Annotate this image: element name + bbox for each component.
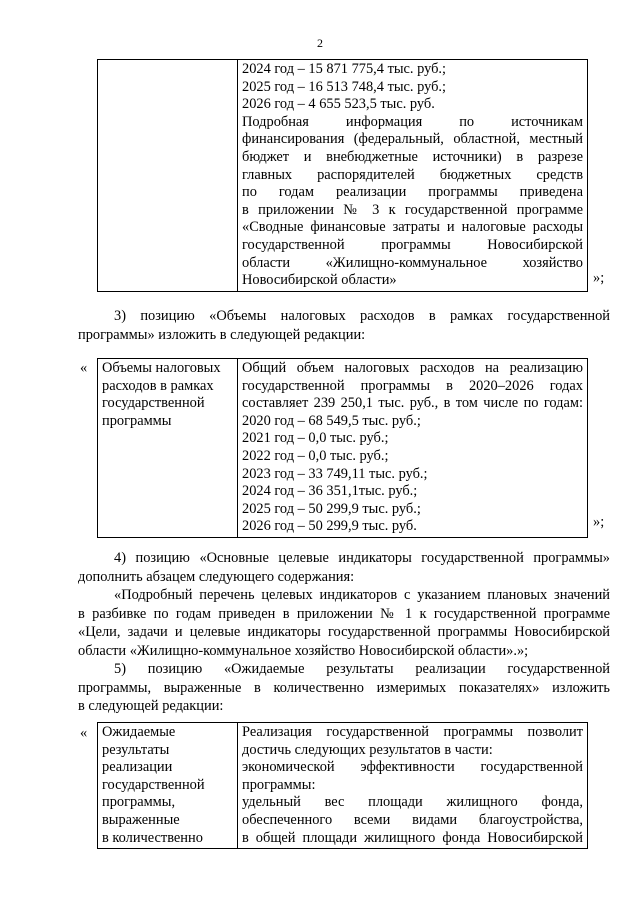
paragraph-4-line: дополнить абзацем следующего содержания: [78,568,355,585]
table3-open-quote: « [80,725,88,741]
expected-results-text-line: экономической эффективности государственной [242,759,583,776]
tax-expenses-label-line: государственной [102,395,205,412]
tax-expenses-year-2021: 2021 год – 0,0 тыс. руб.; [242,430,389,447]
expected-results-label-line: реализации [102,759,173,776]
paragraph-5-line: программы, выраженные в количественно измеримых показателях» изложить [78,679,610,696]
financing-left-cell [98,60,238,292]
expected-results-text-line: Реализация государственной программы позволит [242,724,583,740]
expected-results-label-line: Ожидаемые [102,724,176,740]
financing-text-line: бюджет и внебюджетные источники) в разрезе [242,148,583,165]
financing-text-line: по годам реализации программы приведена [242,184,583,201]
expected-results-label-line: программы, [102,794,176,811]
page-number: 2 [317,36,323,50]
tax-expenses-left-cell [98,359,238,538]
expected-results-label-line: государственной [102,776,205,793]
expected-results-label-line: в количественно [102,829,203,846]
expected-results-label-line: выраженные [102,811,180,828]
table1-closing-quote: »; [593,270,605,286]
expected-results-text-line: программы: [242,776,316,793]
paragraph-4-quote-line: «Цели, задачи и целевые индикаторы государственной программы Новосибирской [78,624,610,640]
table2-closing-quote: »; [593,514,605,530]
paragraph-5-line: 5) позицию «Ожидаемые результаты реализации государственной [114,661,610,677]
tax-expenses-text-line: составляет 239 250,1 тыс. руб., в том числе по годам: [242,395,583,412]
financing-text-last: Новосибирской области» [242,272,397,289]
financing-text-line: в приложении № 3 к государственной программе [242,201,583,218]
paragraph-4 [78,549,610,660]
paragraph-5-line: в следующей редакции: [78,698,224,714]
financing-text-line: государственной программы Новосибирской [242,236,583,253]
paragraph-4-line: 4) позицию «Основные целевые индикаторы государственной программы» [114,550,610,566]
tax-expenses-year-2022: 2022 год – 0,0 тыс. руб.; [242,447,389,464]
tax-expenses-year-2020: 2020 год – 68 549,5 тыс. руб.; [242,412,421,429]
financing-year-2024: 2024 год – 15 871 775,4 тыс. руб.; [242,61,447,77]
tax-expenses-text-line: Общий объем налоговых расходов на реализацию [242,360,583,376]
expected-results-right-cell [238,723,588,849]
expected-results-table [97,722,588,849]
financing-table [97,59,588,292]
paragraph-5 [78,660,610,716]
paragraph-3-line: 3) позицию «Объемы налоговых расходов в рамках государственной [114,308,610,324]
financing-text-line: главных распорядителей бюджетных средств [242,166,583,183]
expected-results-text-line: удельный вес площади жилищного фонда, [242,794,583,811]
tax-expenses-text-line: государственной программы в 2020–2026 годах [242,377,583,394]
tax-expenses-year-2026: 2026 год – 50 299,9 тыс. руб. [242,518,417,535]
tax-expenses-table [97,358,588,538]
tax-expenses-label-line: Объемы налоговых [102,360,221,376]
financing-right-cell [238,60,588,292]
tax-expenses-label-line: программы [102,412,172,429]
paragraph-3-line: программы» изложить в следующей редакции: [78,326,366,343]
table2-open-quote: « [80,360,88,376]
tax-expenses-right-cell [238,359,588,538]
financing-text-line: области «Жилищно-коммунальное хозяйство [242,254,583,271]
financing-text-line: Подробная информация по источникам [242,113,583,130]
tax-expenses-year-2023: 2023 год – 33 749,11 тыс. руб.; [242,465,428,482]
financing-year-2026: 2026 год – 4 655 523,5 тыс. руб. [242,96,435,113]
tax-expenses-label-line: расходов в рамках [102,377,214,394]
paragraph-4-quote-line: в разбивке по годам приведен в приложении № 1 к государственной программе [78,605,610,622]
expected-results-left-cell [98,723,238,849]
paragraph-3 [78,307,610,344]
paragraph-4-quote-line: «Подробный перечень целевых индикаторов с указанием плановых значений [114,587,610,603]
financing-text-line: финансирования (федеральный, областной, местный [242,131,583,148]
expected-results-text-line: в общей площади жилищного фонда Новосибирской [242,829,583,846]
financing-text-line: «Сводные финансовые затраты и налоговые расходы [242,219,583,236]
expected-results-label-line: результаты [102,741,170,758]
paragraph-4-quote-line: области «Жилищно-коммунальное хозяйство Новосибирской области».»; [78,642,529,659]
financing-year-2025: 2025 год – 16 513 748,4 тыс. руб.; [242,78,447,95]
expected-results-text-line: достичь следующих результатов в части: [242,741,493,758]
tax-expenses-year-2024: 2024 год – 36 351,1тыс. руб.; [242,483,418,500]
expected-results-text-line: обеспеченного всеми видами благоустройства, [242,811,583,828]
tax-expenses-year-2025: 2025 год – 50 299,9 тыс. руб.; [242,500,421,517]
